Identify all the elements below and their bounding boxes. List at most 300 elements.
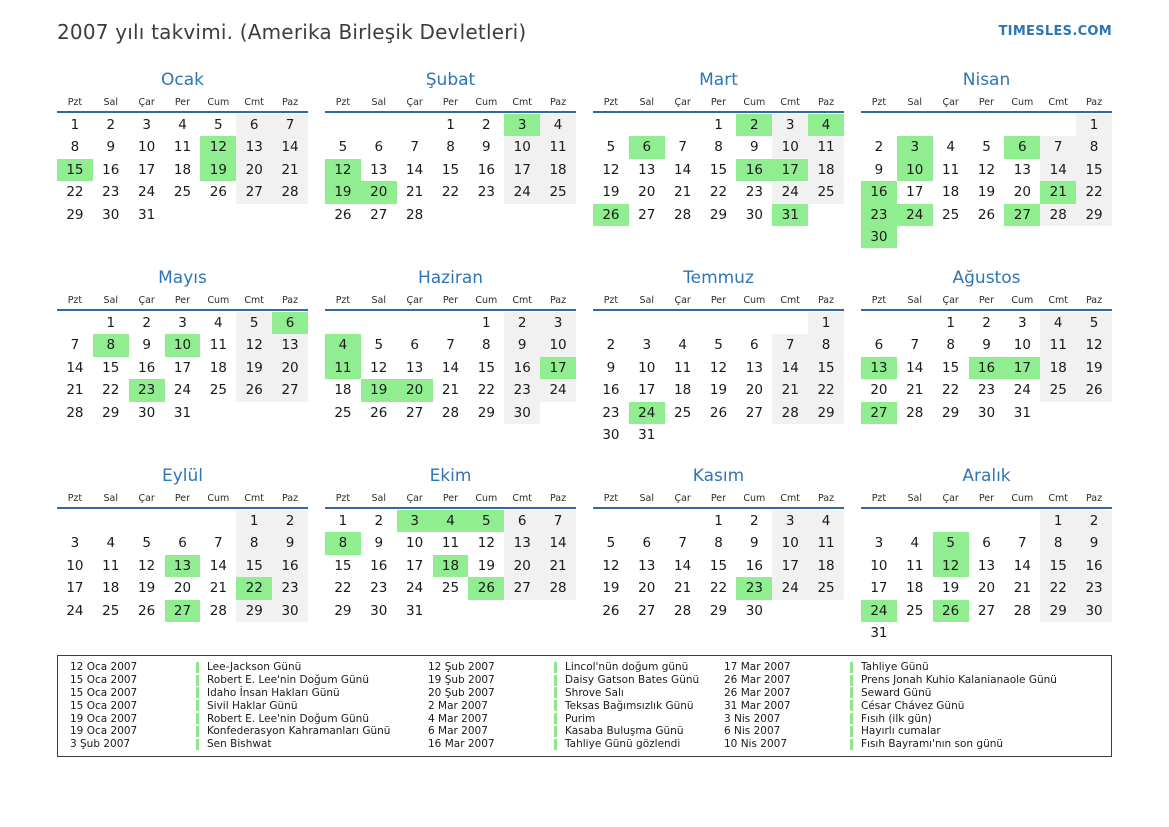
day-cell: 2 — [1076, 510, 1112, 532]
holiday-day-cell: 23 — [736, 577, 772, 599]
day-cell: 23 — [977, 382, 996, 399]
day-cell: 24 — [772, 181, 808, 203]
holiday-marker-icon — [850, 675, 853, 686]
day-cell: 19 — [602, 580, 620, 597]
day-cell: 17 — [406, 557, 424, 574]
day-of-week-header: Sal — [907, 97, 923, 108]
holiday-day-cell: 30 — [861, 226, 897, 248]
day-of-week-header: Per — [978, 97, 995, 108]
month-mayis — [57, 268, 308, 449]
day-cell: 13 — [745, 359, 763, 376]
month-divider — [593, 507, 844, 509]
day-cell: 12 — [477, 535, 495, 552]
empty-cell — [1004, 114, 1040, 136]
day-cell: 2 — [982, 315, 991, 331]
day-cell: 25 — [102, 602, 120, 619]
holiday-marker-icon — [196, 662, 199, 673]
holiday-day-cell: 18 — [433, 555, 469, 577]
day-cell: 14 — [674, 161, 692, 178]
holiday-day-cell: 16 — [861, 181, 897, 203]
holiday-name: Shrove Salı — [565, 686, 624, 699]
day-cell: 30 — [504, 402, 540, 424]
day-of-week-row — [593, 493, 844, 507]
day-cell: 2 — [106, 117, 116, 133]
day-of-week-header: Çar — [138, 493, 155, 504]
day-of-week-row — [861, 493, 1112, 507]
day-of-week-header: Çar — [138, 295, 155, 306]
holiday-name: Fısıh (ilk gün) — [861, 712, 932, 725]
month-divider — [325, 111, 576, 113]
day-cell: 26 — [602, 602, 620, 619]
empty-cell — [933, 510, 969, 532]
holiday-marker-icon — [850, 726, 853, 737]
empty-cell — [57, 510, 93, 532]
day-cell: 30 — [977, 404, 996, 421]
day-of-week-header: Cmt — [780, 97, 801, 108]
day-of-week-header: Paz — [282, 97, 299, 108]
day-of-week-row — [57, 97, 308, 111]
day-of-week-header: Cum — [475, 97, 498, 108]
day-of-week-header: Sal — [103, 493, 119, 504]
day-cell: 18 — [906, 580, 924, 597]
day-cell: 14 — [66, 359, 84, 376]
legend-entry — [724, 712, 1099, 725]
day-cell: 25 — [1040, 379, 1076, 401]
day-cell: 22 — [942, 382, 960, 399]
month-title: Nisan — [962, 70, 1011, 90]
month-title: Haziran — [417, 268, 484, 288]
day-cell: 28 — [272, 181, 308, 203]
day-cell: 8 — [1076, 136, 1112, 158]
month-divider — [861, 111, 1112, 113]
day-cell: 1 — [714, 513, 723, 529]
day-cell: 15 — [334, 557, 352, 574]
day-of-week-header: Çar — [674, 97, 691, 108]
day-cell: 25 — [173, 184, 192, 201]
holiday-marker-icon — [196, 726, 199, 737]
day-of-week-header: Pzt — [871, 97, 887, 108]
empty-cell — [897, 510, 933, 532]
day-cell: 25 — [540, 181, 576, 203]
day-cell: 6 — [642, 535, 652, 552]
day-of-week-header: Sal — [639, 295, 655, 306]
day-cell: 7 — [272, 114, 308, 136]
holiday-day-cell: 8 — [93, 334, 129, 356]
day-cell: 21 — [406, 184, 424, 201]
empty-cell — [1040, 114, 1076, 136]
day-cell: 24 — [66, 602, 84, 619]
day-cell: 23 — [102, 184, 120, 201]
holiday-date: 31 Mar 2007 — [724, 699, 791, 712]
day-cell: 19 — [977, 184, 996, 201]
day-cell: 7 — [1040, 136, 1076, 158]
day-cell: 11 — [1040, 334, 1076, 356]
day-cell: 21 — [540, 555, 576, 577]
day-cell: 13 — [504, 532, 540, 554]
day-cell: 6 — [750, 337, 759, 354]
day-cell: 23 — [745, 184, 763, 201]
day-cell: 8 — [70, 139, 80, 156]
day-cell: 19 — [942, 580, 960, 597]
day-cell: 20 — [745, 382, 763, 399]
holiday-day-cell: 27 — [165, 600, 201, 622]
day-cell: 15 — [236, 555, 272, 577]
day-cell: 26 — [370, 404, 388, 421]
day-cell: 1 — [338, 513, 348, 529]
day-cell: 22 — [334, 580, 352, 597]
month-agustos — [861, 268, 1112, 449]
day-cell: 13 — [272, 334, 308, 356]
holiday-date: 15 Oca 2007 — [70, 699, 138, 712]
empty-cell — [665, 510, 701, 532]
day-cell: 7 — [910, 337, 920, 354]
empty-cell — [629, 510, 665, 532]
day-cell: 25 — [334, 404, 352, 421]
holiday-name: Robert E. Lee'nin Doğum Günü — [207, 674, 369, 687]
day-cell: 14 — [1040, 159, 1076, 181]
empty-cell — [325, 312, 361, 334]
day-cell: 5 — [714, 337, 723, 354]
holiday-date: 16 Mar 2007 — [428, 738, 495, 751]
day-of-week-header: Çar — [406, 295, 423, 306]
holiday-day-cell: 13 — [165, 555, 201, 577]
day-cell: 11 — [674, 359, 692, 376]
day-cell: 16 — [504, 357, 540, 379]
page-title: 2007 yılı takvimi. (Amerika Birleşik Devletleri) — [57, 20, 527, 44]
holiday-name: Idaho İnsan Hakları Günü — [207, 686, 340, 699]
site-link[interactable]: TIMESLES.COM — [998, 24, 1112, 39]
day-cell: 10 — [1013, 337, 1031, 354]
day-of-week-header: Sal — [371, 295, 387, 306]
day-cell: 31 — [138, 206, 156, 223]
day-cell: 8 — [946, 337, 955, 354]
holiday-marker-icon — [554, 726, 557, 737]
month-mart — [593, 70, 844, 251]
holiday-day-cell: 19 — [361, 379, 397, 401]
month-divider — [57, 309, 308, 311]
day-cell: 24 — [406, 580, 424, 597]
day-cell: 7 — [678, 535, 687, 552]
day-of-week-header: Pzt — [335, 97, 351, 108]
day-of-week-header: Cum — [1011, 295, 1034, 306]
legend-column — [428, 661, 724, 751]
day-cell: 28 — [66, 404, 84, 421]
day-of-week-header: Pzt — [603, 97, 619, 108]
day-cell: 5 — [1076, 312, 1112, 334]
day-of-week-header: Cmt — [244, 97, 265, 108]
day-cell: 5 — [236, 312, 272, 334]
day-cell: 4 — [214, 315, 223, 331]
holiday-day-cell: 6 — [629, 136, 665, 158]
day-cell: 2 — [750, 513, 759, 529]
day-cell: 8 — [446, 139, 455, 156]
day-cell: 5 — [374, 337, 384, 354]
day-cell: 24 — [772, 577, 808, 599]
day-of-week-header: Çar — [942, 295, 959, 306]
day-of-week-header: Cmt — [512, 295, 533, 306]
day-cell: 19 — [1076, 357, 1112, 379]
day-cell: 10 — [772, 136, 808, 158]
day-cell: 8 — [808, 334, 844, 356]
day-cell: 23 — [1076, 577, 1112, 599]
day-of-week-header: Sal — [371, 97, 387, 108]
legend-entry — [428, 661, 724, 674]
day-cell: 27 — [977, 602, 996, 619]
day-of-week-header: Cum — [207, 295, 230, 306]
day-of-week-header: Paz — [550, 295, 567, 306]
day-cell: 15 — [709, 557, 728, 574]
day-cell: 7 — [540, 510, 576, 532]
day-of-week-header: Sal — [371, 493, 387, 504]
legend-entry — [70, 674, 428, 687]
day-cell: 16 — [102, 161, 120, 178]
day-of-week-header: Pzt — [67, 97, 83, 108]
holiday-day-cell: 24 — [861, 600, 897, 622]
day-cell: 29 — [808, 402, 844, 424]
day-cell: 16 — [477, 161, 495, 178]
month-subat — [325, 70, 576, 251]
month-title: Ağustos — [952, 268, 1021, 288]
holiday-date: 3 Şub 2007 — [70, 738, 131, 751]
day-cell: 4 — [106, 535, 116, 552]
day-cell: 24 — [504, 181, 540, 203]
holiday-day-cell: 24 — [629, 402, 665, 424]
day-of-week-header: Çar — [138, 97, 155, 108]
month-divider — [593, 309, 844, 311]
day-cell: 26 — [1076, 379, 1112, 401]
holiday-date: 4 Mar 2007 — [428, 712, 488, 725]
day-of-week-header: Cmt — [244, 295, 265, 306]
holiday-marker-icon — [196, 713, 199, 724]
day-cell: 20 — [236, 159, 272, 181]
day-of-week-header: Paz — [282, 295, 299, 306]
day-of-week-header: Cum — [207, 97, 230, 108]
holiday-day-cell: 2 — [736, 114, 772, 136]
empty-cell — [397, 312, 433, 334]
day-cell: 11 — [441, 535, 460, 552]
day-cell: 5 — [214, 117, 223, 133]
day-cell: 13 — [1013, 161, 1031, 178]
day-cell: 30 — [102, 206, 120, 223]
days-grid — [861, 312, 1112, 424]
holiday-day-cell: 19 — [200, 159, 236, 181]
holiday-day-cell: 27 — [1004, 204, 1040, 226]
day-cell: 7 — [446, 337, 455, 354]
day-cell: 12 — [138, 557, 156, 574]
holiday-day-cell: 17 — [772, 159, 808, 181]
day-cell: 5 — [338, 139, 348, 156]
legend-entry — [724, 661, 1099, 674]
days-grid — [861, 510, 1112, 644]
day-of-week-header: Çar — [942, 493, 959, 504]
holiday-marker-icon — [554, 687, 557, 698]
day-cell: 1 — [808, 312, 844, 334]
day-cell: 3 — [70, 535, 80, 552]
month-divider — [57, 111, 308, 113]
day-cell: 1 — [714, 117, 723, 133]
day-cell: 12 — [709, 359, 728, 376]
month-divider — [861, 309, 1112, 311]
day-cell: 3 — [540, 312, 576, 334]
day-cell: 27 — [236, 181, 272, 203]
day-cell: 13 — [638, 161, 656, 178]
day-cell: 3 — [178, 315, 187, 331]
day-cell: 27 — [406, 404, 424, 421]
day-of-week-header: Paz — [1086, 97, 1103, 108]
day-cell: 25 — [209, 382, 227, 399]
day-cell: 29 — [1040, 600, 1076, 622]
day-cell: 19 — [602, 184, 620, 201]
day-cell: 10 — [406, 535, 424, 552]
day-cell: 12 — [977, 161, 996, 178]
holiday-date: 20 Şub 2007 — [428, 686, 495, 699]
day-cell: 16 — [745, 557, 763, 574]
day-cell: 31 — [870, 624, 888, 641]
empty-cell — [861, 312, 897, 334]
holiday-name: Teksas Bağımsızlık Günü — [565, 699, 694, 712]
day-cell: 17 — [638, 382, 656, 399]
day-cell: 9 — [504, 334, 540, 356]
day-cell: 30 — [745, 602, 763, 619]
day-cell: 3 — [772, 510, 808, 532]
day-cell: 24 — [1013, 382, 1031, 399]
holiday-name: Tahliye Günü gözlendi — [565, 738, 681, 751]
days-grid — [325, 114, 576, 226]
empty-cell — [165, 510, 201, 532]
day-cell: 1 — [446, 117, 455, 133]
day-of-week-header: Paz — [818, 97, 835, 108]
day-cell: 22 — [709, 184, 728, 201]
day-of-week-header: Pzt — [67, 493, 83, 504]
holiday-name: Fısıh Bayramı'nın son günü — [861, 738, 1004, 751]
legend-entry — [70, 738, 428, 751]
day-cell: 18 — [540, 159, 576, 181]
holiday-name: César Chávez Günü — [861, 699, 965, 712]
month-nisan — [861, 70, 1112, 251]
day-cell: 30 — [602, 426, 620, 443]
day-cell: 31 — [1013, 404, 1031, 421]
day-cell: 21 — [66, 382, 84, 399]
day-of-week-header: Per — [174, 97, 191, 108]
legend-entry — [724, 725, 1099, 738]
day-of-week-header: Per — [442, 493, 459, 504]
day-cell: 30 — [138, 404, 156, 421]
day-of-week-header: Cmt — [244, 493, 265, 504]
holiday-day-cell: 17 — [1004, 357, 1040, 379]
day-of-week-header: Pzt — [67, 295, 83, 306]
day-cell: 6 — [504, 510, 540, 532]
day-cell: 10 — [638, 359, 656, 376]
day-cell: 18 — [1040, 357, 1076, 379]
day-of-week-header: Per — [174, 295, 191, 306]
day-cell: 1 — [236, 510, 272, 532]
day-cell: 28 — [674, 602, 692, 619]
day-of-week-header: Per — [710, 97, 727, 108]
day-of-week-header: Paz — [550, 97, 567, 108]
day-of-week-header: Pzt — [603, 493, 619, 504]
holiday-day-cell: 23 — [861, 204, 897, 226]
day-of-week-row — [593, 295, 844, 309]
legend-entry — [70, 699, 428, 712]
day-cell: 11 — [102, 557, 120, 574]
empty-cell — [629, 312, 665, 334]
day-cell: 10 — [66, 557, 84, 574]
day-cell: 29 — [477, 404, 495, 421]
empty-cell — [397, 114, 433, 136]
day-cell: 29 — [942, 404, 960, 421]
empty-cell — [897, 114, 933, 136]
day-cell: 19 — [236, 357, 272, 379]
day-cell: 23 — [477, 184, 495, 201]
day-of-week-header: Sal — [103, 295, 119, 306]
holiday-day-cell: 17 — [540, 357, 576, 379]
holiday-name: Sen Bishwat — [207, 738, 272, 751]
day-cell: 14 — [772, 357, 808, 379]
holiday-date: 26 Mar 2007 — [724, 686, 791, 699]
holiday-day-cell: 23 — [129, 379, 165, 401]
day-cell: 21 — [674, 580, 692, 597]
month-title: Eylül — [161, 466, 204, 486]
day-cell: 12 — [602, 161, 620, 178]
day-cell: 29 — [1076, 204, 1112, 226]
day-cell: 30 — [745, 206, 763, 223]
month-title: Kasım — [692, 466, 745, 486]
empty-cell — [665, 114, 701, 136]
day-cell: 1 — [106, 315, 116, 331]
holiday-day-cell: 3 — [504, 114, 540, 136]
day-of-week-header: Pzt — [335, 493, 351, 504]
holiday-day-cell: 26 — [933, 600, 969, 622]
day-cell: 20 — [977, 580, 996, 597]
holiday-day-cell: 6 — [272, 312, 308, 334]
day-cell: 18 — [334, 382, 352, 399]
day-cell: 4 — [808, 510, 844, 532]
day-cell: 4 — [178, 117, 187, 133]
holiday-day-cell: 3 — [397, 510, 433, 532]
day-cell: 8 — [1040, 532, 1076, 554]
day-cell: 25 — [441, 580, 460, 597]
empty-cell — [433, 312, 469, 334]
day-cell: 28 — [674, 206, 692, 223]
day-cell: 15 — [942, 359, 960, 376]
day-cell: 20 — [173, 580, 192, 597]
day-cell: 15 — [709, 161, 728, 178]
holiday-date: 17 Mar 2007 — [724, 661, 791, 674]
empty-cell — [57, 312, 93, 334]
day-cell: 4 — [1040, 312, 1076, 334]
day-cell: 9 — [606, 359, 616, 376]
day-cell: 18 — [209, 359, 227, 376]
day-cell: 29 — [66, 206, 84, 223]
day-cell: 26 — [236, 379, 272, 401]
legend-entry — [428, 674, 724, 687]
day-of-week-header: Çar — [674, 295, 691, 306]
holiday-date: 6 Mar 2007 — [428, 725, 488, 738]
day-cell: 1 — [70, 117, 80, 133]
holiday-day-cell: 4 — [325, 334, 361, 356]
legend-column — [724, 661, 1099, 751]
holiday-day-cell: 26 — [468, 577, 504, 599]
day-cell: 24 — [173, 382, 192, 399]
day-of-week-header: Cmt — [512, 493, 533, 504]
day-cell: 9 — [750, 535, 759, 552]
day-cell: 14 — [674, 557, 692, 574]
day-cell: 26 — [334, 206, 352, 223]
holiday-day-cell: 31 — [772, 204, 808, 226]
day-cell: 16 — [1076, 555, 1112, 577]
holiday-marker-icon — [850, 700, 853, 711]
holiday-name: Lee-Jackson Günü — [207, 661, 302, 674]
